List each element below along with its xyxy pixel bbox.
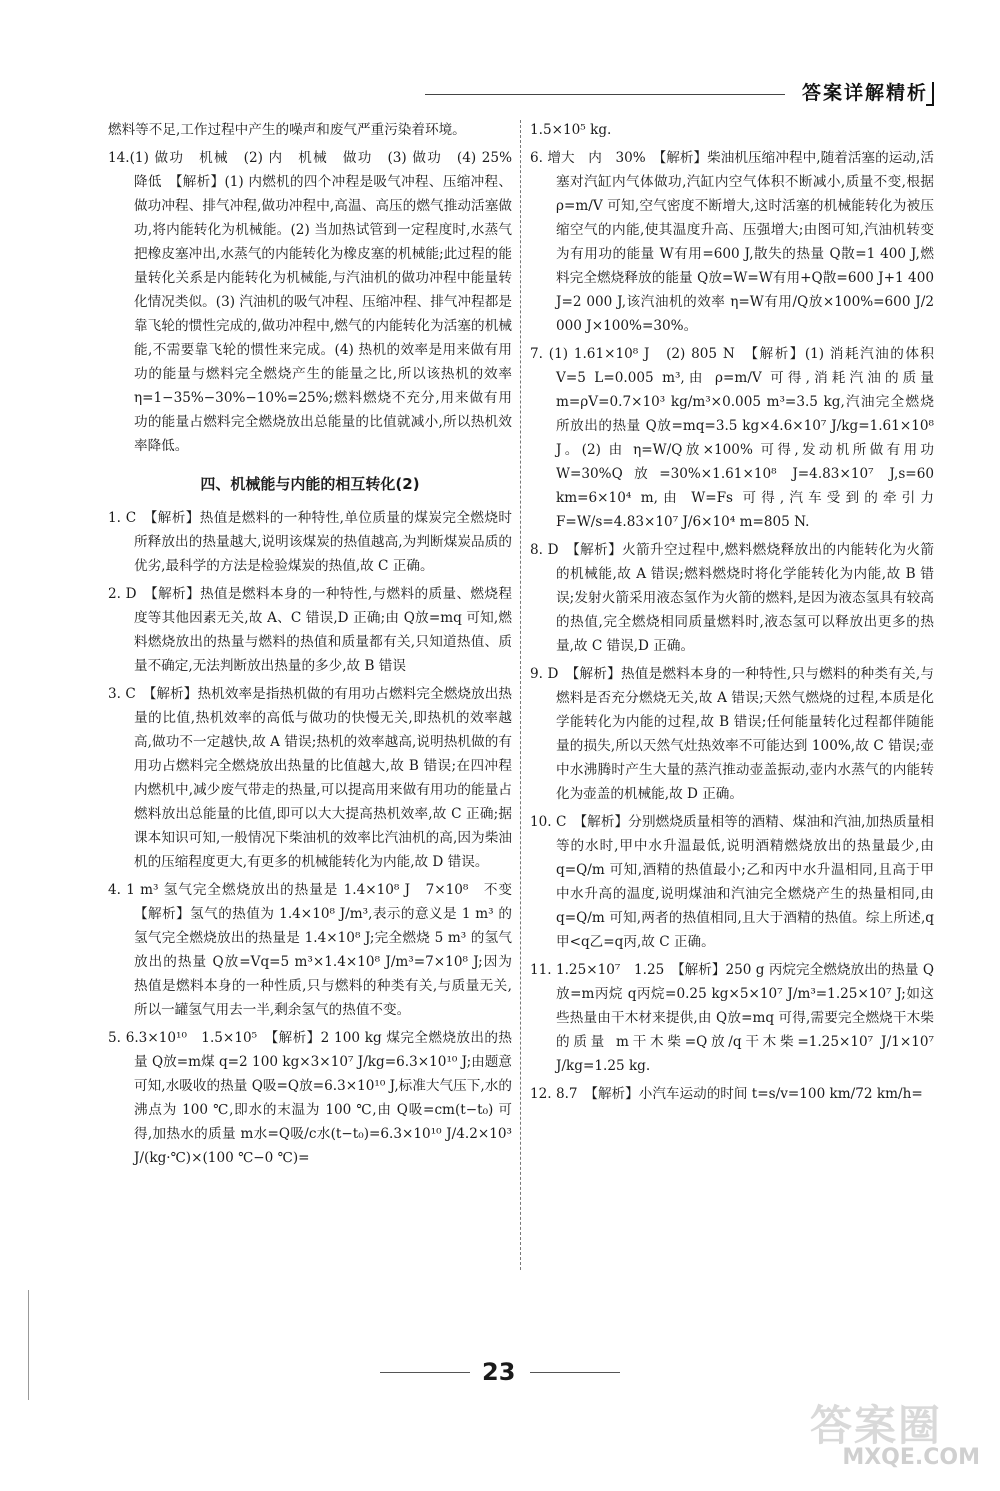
answer-page bbox=[108, 118, 946, 1338]
left-column bbox=[108, 118, 526, 1174]
column-divider bbox=[520, 120, 521, 1270]
answer-5: 5. 6.3×10¹⁰ 1.5×10⁵ 【解析】2 100 kg 煤完全燃烧放出的热量 Q放=m煤 q=2 100 kg×3×10⁷ J/kg=6.3×10¹⁰ J;由题意可知,水吸收的热量 Q吸=Q放=6.3×10¹⁰ J,标准大气压下,水的沸点为 100 ℃,即水的末温为 100 ℃,由 Q吸=cm(t−t₀) 可得,加热水的质量 m水=Q吸/c水(t−t₀)=6.3×10¹⁰ J/4.2×10³ J/(kg·℃)×(100 ℃−0 ℃)= bbox=[108, 1030, 512, 1166]
watermark-logo: 答案圈 bbox=[810, 1401, 943, 1450]
answer-11: 11. 1.25×10⁷ 1.25 【解析】250 g 丙烷完全燃烧放出的热量 Q放=m丙烷 q丙烷=0.25 kg×5×10⁷ J/m³=1.25×10⁷ J;如这些热量由干木材来提供,由 Q放=mq 可得,需要完全燃烧干木柴的质量 m干木柴=Q放/q干木柴=1.25×10⁷ J/1×10⁷ J/kg=1.25 kg. bbox=[530, 962, 934, 1074]
section-title: 四、机械能与内能的相互转化(2) bbox=[200, 475, 420, 493]
watermark-url: MXQE.COM bbox=[842, 1445, 980, 1470]
answer-2: 2. D 【解析】热值是燃料本身的一种特性,与燃料的质量、燃烧程度等其他因素无关,故 A、C 错误,D 正确;由 Q放=mq 可知,燃料燃烧放出的热量与燃料的热值和质量都有关,只知道热值、质量不确定,无法判断放出热量的多少,故 B 错误 bbox=[108, 586, 512, 674]
answer-6: 6. 增大 内 30% 【解析】柴油机压缩冲程中,随着活塞的运动,活塞对汽缸内气体做功,汽缸内空气体积不断减小,质量不变,根据 ρ=m/V 可知,空气密度不断增大,这时活塞的机械能转化为被压缩空气的内能,使其温度升高、压强增大;由图可知,汽油机转变为有用功的能量 W有用=600 J,散失的热量 Q散=1 400 J,燃料完全燃烧释放的能量 Q放=W=W有用+Q散=600 J+1 400 J=2 000 J,该汽油机的效率 η=W有用/Q放×100%=600 J/2 000 J×100%=30%。 bbox=[530, 150, 934, 334]
answer-14: 14.(1) 做功 机械 (2) 内 机械 做功 (3) 做功 (4) 25% 降低 【解析】(1) 内燃机的四个冲程是吸气冲程、压缩冲程、做功冲程、排气冲程,做功冲程中,高温、高压的燃气推动活塞做功,将内能转化为机械能。(2) 当加热试管到一定程度时,水蒸气把橡皮塞冲出,水蒸气的内能转化为橡皮塞的机械能;此过程的能量转化关系是内能转化为机械能,与汽油机的做功冲程中能量转化情况类似。(3) 汽油机的吸气冲程、压缩冲程、排气冲程都是靠飞轮的惯性完成的,做功冲程中,燃气的内能转化为活塞的机械能,不需要靠飞轮的惯性来完成。(4) 热机的效率是用来做有用功的能量与燃料完全燃烧产生的能量之比,所以该热机的效率 η=1−35%−30%−10%=25%;燃料燃烧不充分,用来做有用功的能量占燃料完全燃烧放出总能量的比值就减小,所以热机效率降低。 bbox=[108, 150, 526, 454]
answer-continuation: 燃料等不足,工作过程中产生的噪声和废气严重污染着环境。 bbox=[108, 122, 466, 138]
answer-4: 4. 1 m³ 氢气完全燃烧放出的热量是 1.4×10⁸ J 7×10⁸ 不变 【解析】氢气的热值为 1.4×10⁸ J/m³,表示的意义是 1 m³ 的氢气完全燃烧放出的热量是 1.4×10⁸ J;完全燃烧 5 m³ 的氢气放出的热量 Q放=Vq=5 m³×1.4×10⁸ J/m³=7×10⁸ J;因为热值是燃料本身的一种性质,只与燃料的种类有关,与质量无关,所以一罐氢气用去一半,剩余氢气的热值不变。 bbox=[108, 882, 526, 1018]
answer-8: 8. D 【解析】火箭升空过程中,燃料燃烧释放出的内能转化为火箭的机械能,故 A 错误;燃料燃烧时将化学能转化为内能,故 B 错误;发射火箭采用液态氢作为火箭的燃料,是因为液态氢具有较高的热值,完全燃烧相同质量燃料时,液态氢可以释放出更多的热量,故 C 错误,D 正确。 bbox=[530, 542, 934, 654]
footer-rule-left bbox=[380, 1372, 470, 1373]
answer-12: 12. 8.7 【解析】小汽车运动的时间 t=s/v=100 km/72 km/h= bbox=[530, 1086, 923, 1102]
header-title: 答案详解精析 bbox=[802, 82, 929, 104]
page-number: 23 bbox=[482, 1358, 516, 1386]
answer-3: 3. C 【解析】热机效率是指热机做的有用功占燃料完全燃烧放出热量的比值,热机效率的高低与做功的快慢无关,即热机的效率越高,做功不一定越快,故 A 错误;热机的效率越高,说明热机做的有用功占燃料完全燃烧放出热量的比值越大,故 B 错误;在四冲程内燃机中,减少废气带走的热量,可以提高用来做有用功的能量占燃料放出总能量的比值,即可以大大提高热机效率,故 C 正确;据课本知识可知,一般情况下柴油机的效率比汽油机的高,因为柴油机的压缩程度更大,有更多的机械能转化为内能,故 D 错误。 bbox=[108, 686, 512, 870]
answer-10: 10. C 【解析】分别燃烧质量相等的酒精、煤油和汽油,加热质量相等的水时,甲中水升温最低,说明酒精燃烧放出的热量最少,由 q=Q/m 可知,酒精的热值最小;乙和丙中水升温相同,且高于甲中水升高的温度,说明煤油和汽油完全燃烧产生的热量相同,由 q=Q/m 可知,两者的热值相同,且大于酒精的热值。综上所述,q甲<q乙=q丙,故 C 正确。 bbox=[530, 814, 934, 950]
header-bracket-icon bbox=[926, 82, 934, 106]
answer-5-continuation: 1.5×10⁵ kg. bbox=[530, 122, 612, 138]
right-column bbox=[530, 118, 934, 1110]
footer-rule-right bbox=[530, 1372, 620, 1373]
watermark bbox=[810, 1393, 980, 1471]
answer-1: 1. C 【解析】热值是燃料的一种特性,单位质量的煤炭完全燃烧时所释放出的热量越大,说明该煤炭的热值越高,为判断煤炭品质的优劣,最科学的方法是检验煤炭的热值,故 C 正确。 bbox=[108, 510, 512, 574]
answer-7: 7. (1) 1.61×10⁸ J (2) 805 N 【解析】(1) 消耗汽油的体积 V=5 L=0.005 m³,由 ρ=m/V 可得,消耗汽油的质量 m=ρV=0.7×10³ kg/m³×0.005 m³=3.5 kg,汽油完全燃烧所放出的热量 Q放=mq=3.5 kg×4.6×10⁷ J/kg=1.61×10⁸ J。(2) 由 η=W/Q放×100% 可得,发动机所做有用功 W=30%Q放=30%×1.61×10⁸ J=4.83×10⁷ J,s=60 km=6×10⁴ m,由 W=Fs 可得,汽车受到的牵引力 F=W/s=4.83×10⁷ J/6×10⁴ m=805 N. bbox=[530, 346, 934, 530]
binding-margin-mark bbox=[28, 1290, 29, 1400]
header-rule bbox=[425, 94, 785, 95]
answer-9: 9. D 【解析】热值是燃料本身的一种特性,只与燃料的种类有关,与燃料是否充分燃烧无关,故 A 错误;天然气燃烧的过程,本质是化学能转化为内能的过程,故 B 错误;任何能量转化过程都伴随能量的损失,所以天然气灶热效率不可能达到 100%,故 C 错误;壶中水沸腾时产生大量的蒸汽推动壶盖振动,壶内水蒸气的内能转化为壶盖的机械能,故 D 正确。 bbox=[530, 666, 934, 802]
